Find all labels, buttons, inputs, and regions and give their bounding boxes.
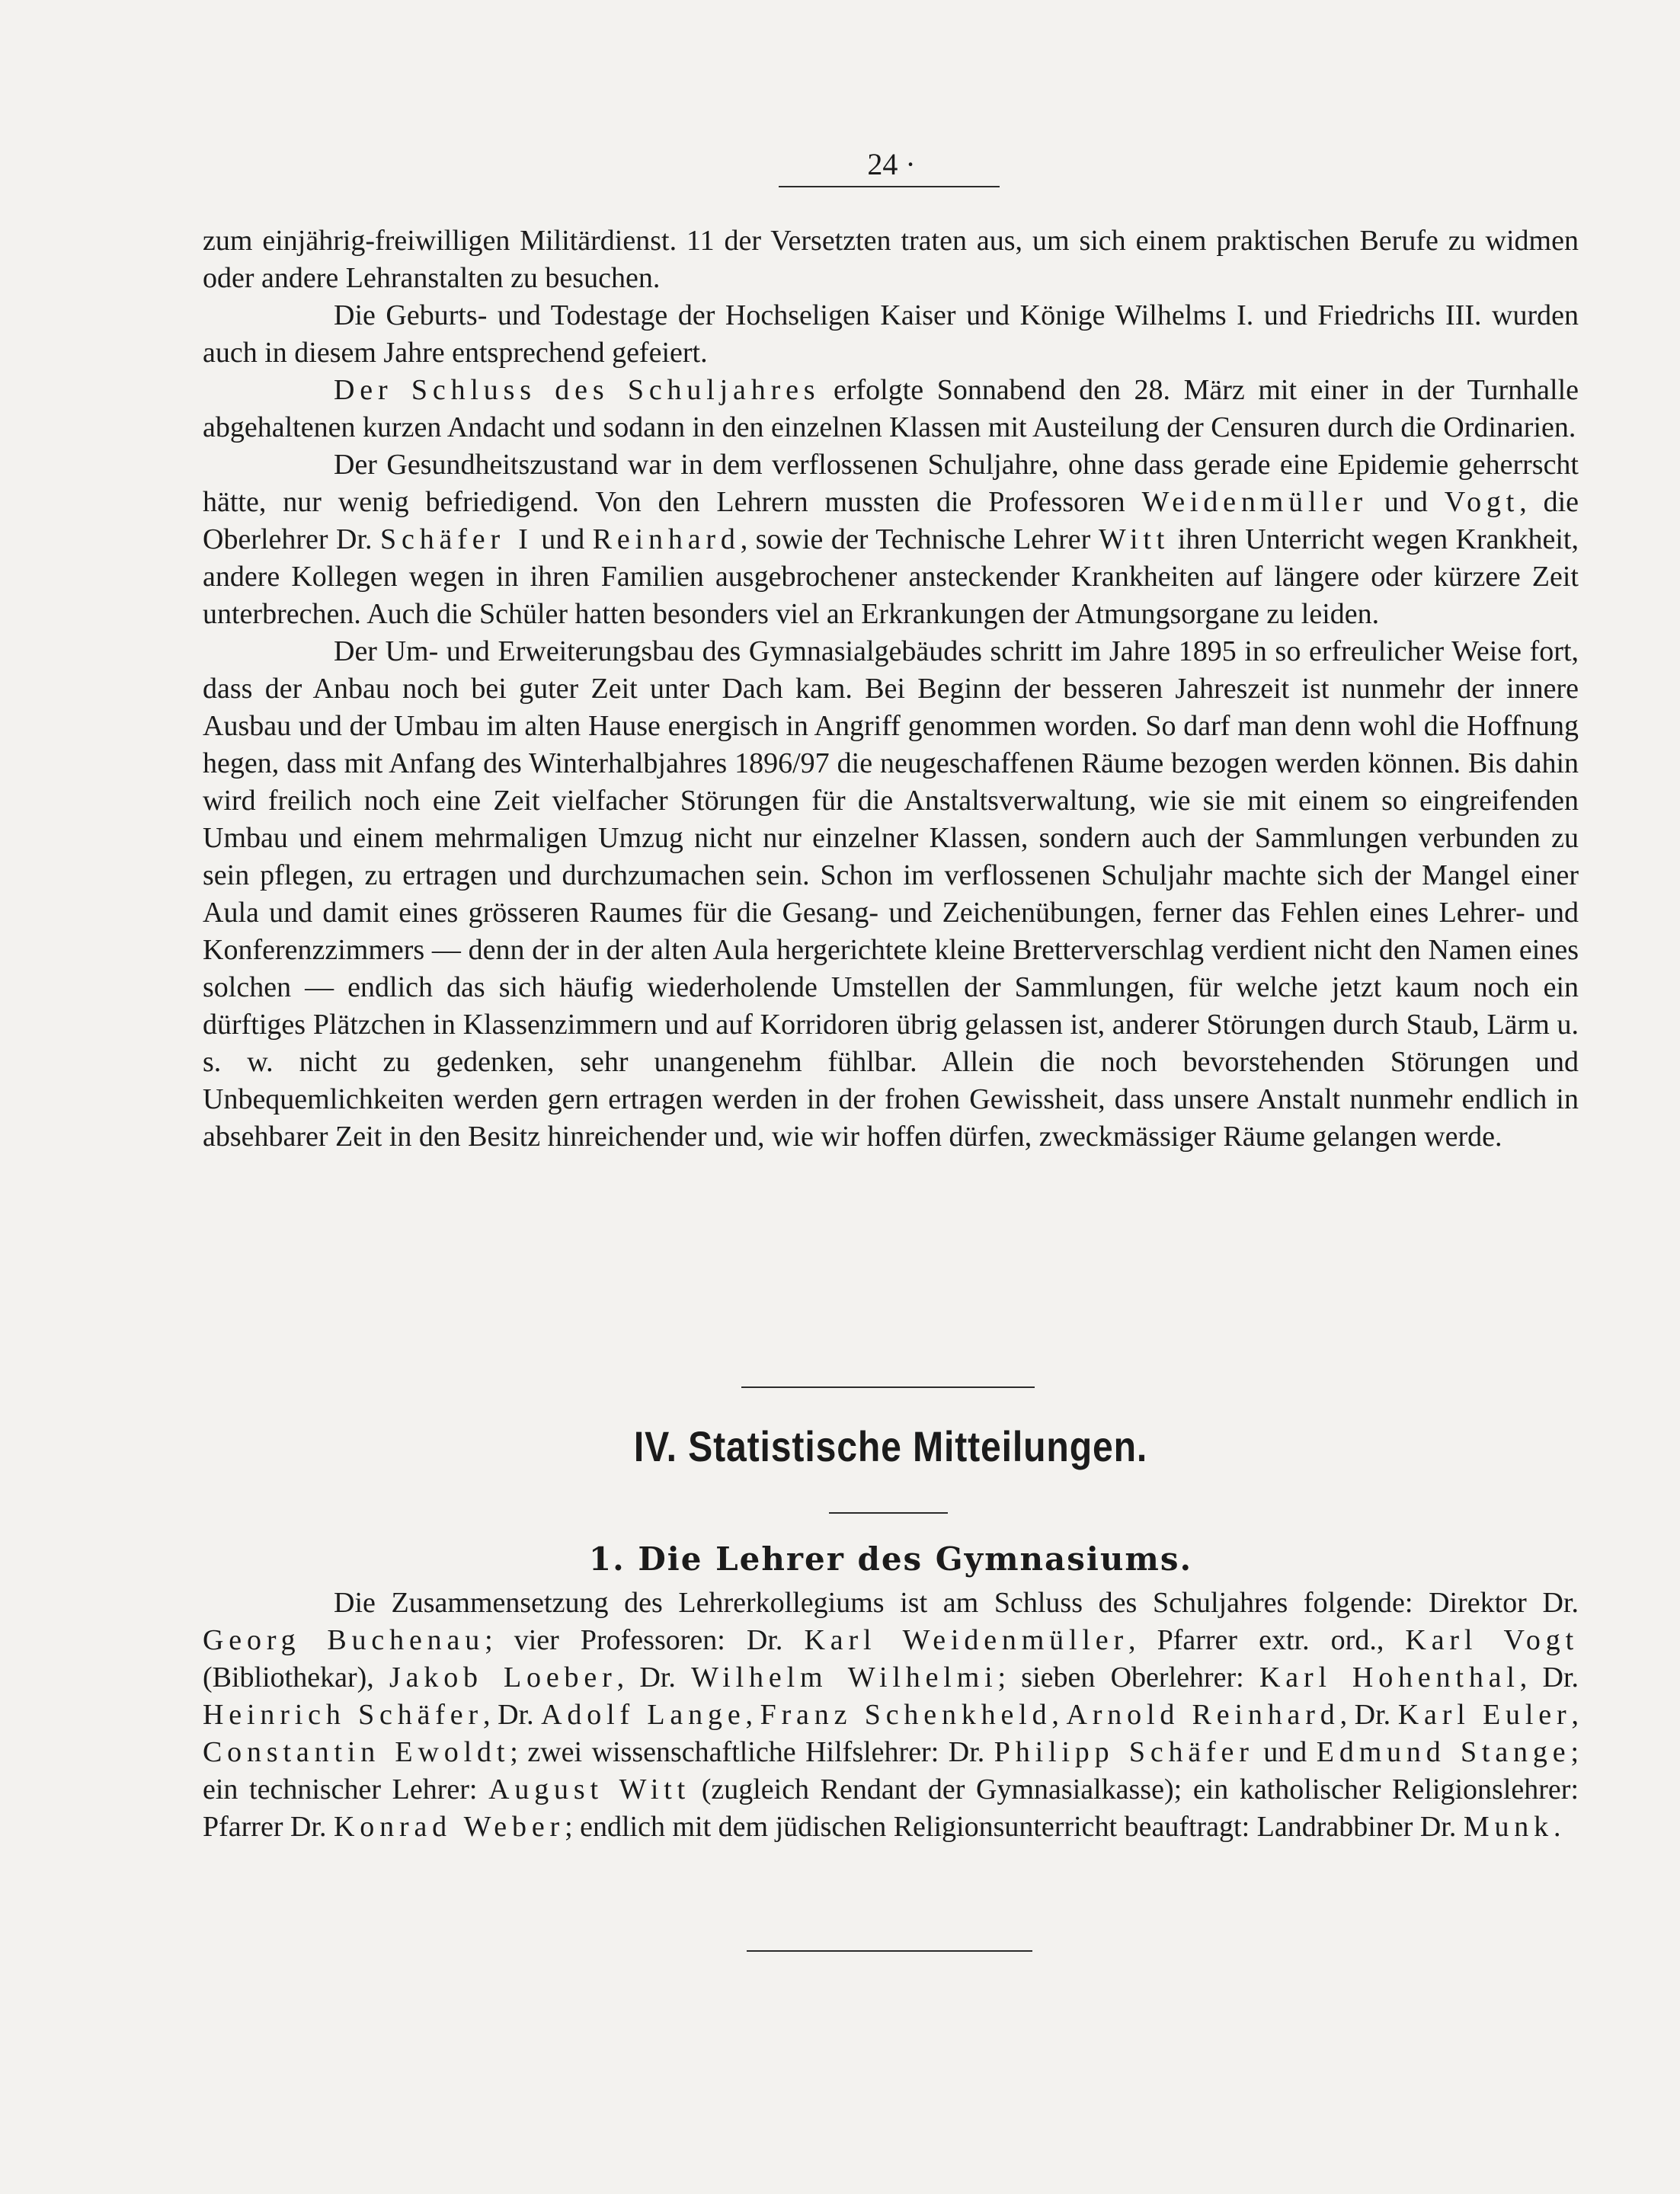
paragraph-erweiterungsbau: Der Um- und Erweiterungsbau des Gymnasialgebäudes schritt im Jahre 1895 in so erfreulicher Weise fort, dass der Anbau noch bei guter Zeit unter Dach kam. Bei Beginn der besseren Jahreszeit ist nunmehr der innere Ausbau und der Umbau im alten Hause energisch in Angriff genommen worden. So darf man denn wohl die Hoffnung hegen, dass mit Anfang des Winterhalbjahres 1896/97 die neugeschaffenen Räume bezogen werden können. Bis dahin wird freilich noch eine Zeit vielfacher Störungen für die Anstaltsverwaltung, wie sie mit einem so eingreifenden Umbau und einem mehrmaligen Umzug nicht nur einzelner Klassen, sondern auch der Sammlungen verbunden zu sein pflegen, zu ertragen und durchzumachen sein. Schon im verflossenen Schuljahr machte sich der Mangel einer Aula und damit eines grösseren Raumes für die Gesang- und Zeichenübungen, ferner das Fehlen eines Lehrer- und Konferenzzimmers — denn der in der alten Aula hergerichtete kleine Bretterverschlag verdient nicht den Namen eines solchen — endlich das sich häufig wiederholende Umstellen der Sammlungen, für welche jetzt kaum noch ein dürftiges Plätzchen in Klassenzimmern und auf Korridoren übrig gelassen ist, anderer Störungen durch Staub, Lärm u. s. w. nicht zu gedenken, sehr unangenehm fühlbar. Allein die noch bevorstehenden Störungen und Unbequemlichkeiten werden gern ertragen werden in der frohen Gewissheit, dass unsere Anstalt nunmehr endlich in absehbarer Zeit in den Besitz hinreichender und, wie wir hoffen dürfen, zweckmässiger Räume gelangen werde. bbox=[203, 635, 1579, 1153]
text-run: und bbox=[1367, 486, 1445, 518]
person-name: Karl Euler bbox=[1397, 1699, 1572, 1731]
person-name: Karl Vogt bbox=[1405, 1624, 1579, 1656]
person-name: Jakob Loeber bbox=[389, 1661, 617, 1693]
text-run: Die Zusammensetzung des Lehrerkollegiums ist am Schluss des Schuljahres folgende: Direktor Dr. bbox=[334, 1587, 1579, 1619]
header-rule bbox=[779, 186, 1000, 187]
person-name: Heinrich Schäfer bbox=[203, 1699, 483, 1731]
text-run: , Dr. bbox=[483, 1699, 542, 1731]
text-run: ; sieben Oberlehrer: bbox=[997, 1661, 1259, 1693]
text-run: , bbox=[1051, 1699, 1067, 1731]
person-name: Konrad Weber bbox=[333, 1811, 565, 1843]
person-name: Munk bbox=[1463, 1811, 1554, 1843]
text-run: ; ein technischer Lehrer: bbox=[203, 1736, 1579, 1805]
section-divider bbox=[741, 1386, 1035, 1388]
text-run: , Dr. bbox=[1339, 1699, 1398, 1731]
person-name: August Witt bbox=[488, 1773, 691, 1805]
paragraph-militaerdienst: zum einjährig-freiwilligen Militärdienst. 11 der Versetzten traten aus, um sich einem praktischen Berufe zu widmen oder andere Lehranstalten zu besuchen. bbox=[203, 225, 1579, 294]
text-run: Der Gesundheitszustand war in dem verflossenen Schuljahre, ohne dass gerade eine Epidemie geherrscht hätte, nur wenig befriedigend. Von den Lehrern mussten die Professoren bbox=[203, 449, 1579, 518]
text-run: , bbox=[745, 1699, 760, 1731]
person-name: Wilhelm Wilhelmi bbox=[691, 1661, 998, 1693]
text-run: , die Oberlehrer Dr. bbox=[203, 486, 1579, 555]
person-name: Philipp Schäfer bbox=[994, 1736, 1254, 1768]
section-title: IV. Statistische Mitteilungen. bbox=[633, 1422, 1148, 1470]
person-name: Adolf Lange bbox=[541, 1699, 746, 1731]
text-run: (Bibliothekar), bbox=[203, 1661, 390, 1693]
text-run: ; vier Professoren: Dr. bbox=[485, 1624, 805, 1656]
person-name: Franz Schenkheld bbox=[760, 1699, 1052, 1731]
text-run: , bbox=[1571, 1699, 1579, 1731]
text-run: ; zwei wissenschaftliche Hilfslehrer: Dr. bbox=[510, 1736, 994, 1768]
person-name: Reinhard bbox=[592, 523, 741, 555]
page-number: 24 · bbox=[867, 147, 916, 181]
paragraph-schuljahresschluss bbox=[203, 372, 1579, 446]
paragraph-gesundheit bbox=[203, 446, 1579, 633]
footer-rule bbox=[747, 1950, 1032, 1952]
person-name: Arnold Reinhard bbox=[1066, 1699, 1340, 1731]
text-run: und bbox=[533, 523, 593, 555]
person-name: Vogt bbox=[1444, 486, 1520, 518]
paragraph-lehrerkollegium bbox=[203, 1585, 1579, 1846]
paragraph-gedenktage: Die Geburts- und Todestage der Hochseligen Kaiser und Könige Wilhelms I. und Friedrichs III. wurden auch in diesem Jahre entsprechend gefeiert. bbox=[203, 299, 1579, 369]
person-name: Witt bbox=[1098, 523, 1170, 555]
person-name: Georg Buchenau bbox=[203, 1624, 485, 1656]
text-run: und bbox=[1253, 1736, 1317, 1768]
person-name: Karl Hohenthal bbox=[1259, 1661, 1520, 1693]
text-run: ihren Unterricht wegen Krankheit, andere Kollegen wegen in ihren Familien ausgebrochener ansteckender Krankheiten auf längere oder kürzere Zeit unterbrechen. Auch die Schüler hatten besonders viel an Erkrankungen der Atmungsorgane zu leiden. bbox=[203, 523, 1579, 630]
text-run: , Dr. bbox=[616, 1661, 692, 1693]
text-run: . bbox=[1554, 1811, 1561, 1843]
subsection-title: 1. Die Lehrer des Gymnasiums. bbox=[588, 1540, 1193, 1578]
spaced-phrase: Der Schluss des Schuljahres bbox=[334, 374, 821, 406]
text-run: (zugleich Rendant der Gymnasialkasse); ein katholischer Religionslehrer: Pfarrer Dr. bbox=[203, 1773, 1579, 1843]
person-name: Schäfer I bbox=[380, 523, 533, 555]
text-run: erfolgte Sonnabend den 28. März mit einer in der Turnhalle abgehaltenen kurzen Andacht und sodann in den einzelnen Klassen mit Austeilung der Censuren durch die Ordinarien. bbox=[203, 374, 1579, 443]
text-run: , sowie der Technische Lehrer bbox=[740, 523, 1099, 555]
title-divider bbox=[829, 1512, 948, 1514]
person-name: Constantin Ewoldt bbox=[203, 1736, 510, 1768]
text-run: ; endlich mit dem jüdischen Religionsunterricht beauftragt: Landrabbiner Dr. bbox=[565, 1811, 1464, 1843]
person-name: Karl Weidenmüller bbox=[804, 1624, 1128, 1656]
body-text bbox=[203, 222, 1579, 1156]
text-run: , Pfarrer extr. ord., bbox=[1128, 1624, 1406, 1656]
person-name: Edmund Stange bbox=[1316, 1736, 1571, 1768]
person-name: Weidenmüller bbox=[1141, 486, 1368, 518]
text-run: , Dr. bbox=[1519, 1661, 1579, 1693]
staff-text bbox=[203, 1585, 1579, 1846]
